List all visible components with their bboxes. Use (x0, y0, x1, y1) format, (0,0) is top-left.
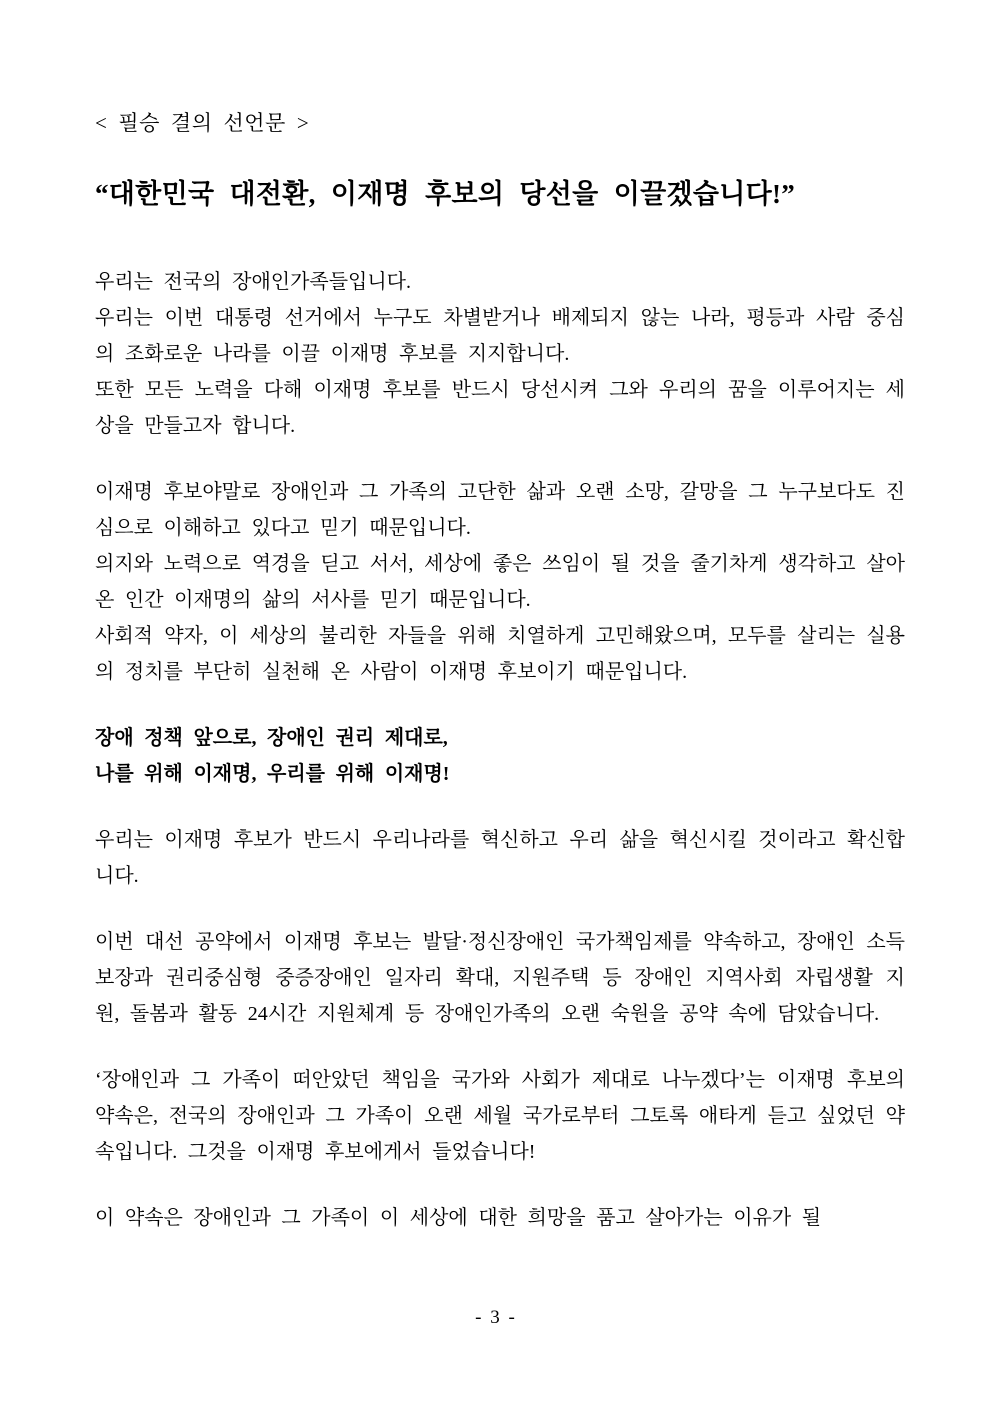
paragraph-group (95, 474, 905, 690)
paragraph: 이 약속은 장애인과 그 가족이 이 세상에 대한 희망을 품고 살아가는 이유가 될 (95, 1207, 822, 1229)
paragraph: 우리는 전국의 장애인가족들입니다. (95, 271, 411, 293)
slogan-line: 장애 정책 앞으로, 장애인 권리 제대로, (95, 727, 448, 749)
paragraph: 우리는 이번 대통령 선거에서 누구도 차별받거나 배제되지 않는 나라, 평등과 사람 중심의 조화로운 나라를 이끌 이재명 후보를 지지합니다. (95, 307, 905, 365)
paragraph: 또한 모든 노력을 다해 이재명 후보를 반드시 당선시켜 그와 우리의 꿈을 이루어지는 세상을 만들고자 합니다. (95, 379, 905, 437)
slogan-group (95, 720, 905, 792)
declaration-title: < 필승 결의 선언문 > (95, 111, 310, 135)
paragraph-group (95, 822, 905, 894)
paragraph: 우리는 이재명 후보가 반드시 우리나라를 혁신하고 우리 삶을 혁신시킬 것이라고 확신합니다. (95, 829, 905, 887)
paragraph-group (95, 924, 905, 1032)
paragraph-group (95, 264, 905, 444)
paragraph: 이번 대선 공약에서 이재명 후보는 발달·정신장애인 국가책임제를 약속하고, 장애인 소득보장과 권리중심형 중증장애인 일자리 확대, 지원주택 등 장애인 지역사회 자립생활 지원, 돌봄과 활동 24시간 지원체계 등 장애인가족의 오랜 숙원을 공약 속에 담았습니다. (95, 931, 905, 1025)
page-number: - 3 - (475, 1307, 517, 1328)
slogan-line: 나를 위해 이재명, 우리를 위해 이재명! (95, 763, 450, 785)
paragraph-group (95, 1200, 905, 1236)
paragraph: ‘장애인과 그 가족이 떠안았던 책임을 국가와 사회가 제대로 나누겠다’는 이재명 후보의 약속은, 전국의 장애인과 그 가족이 오랜 세월 국가로부터 그토록 애타게 듣고 싶었던 약속입니다. 그것을 이재명 후보에게서 들었습니다! (95, 1069, 905, 1163)
paragraph: 사회적 약자, 이 세상의 불리한 자들을 위해 치열하게 고민해왔으며, 모두를 살리는 실용의 정치를 부단히 실천해 온 사람이 이재명 후보이기 때문입니다. (95, 625, 905, 683)
declaration-headline: “대한민국 대전환, 이재명 후보의 당선을 이끌겠습니다!” (95, 179, 796, 209)
paragraph-group (95, 1062, 905, 1170)
paragraph: 이재명 후보야말로 장애인과 그 가족의 고단한 삶과 오랜 소망, 갈망을 그 누구보다도 진심으로 이해하고 있다고 믿기 때문입니다. (95, 481, 905, 539)
paragraph: 의지와 노력으로 역경을 딛고 서서, 세상에 좋은 쓰임이 될 것을 줄기차게 생각하고 살아온 인간 이재명의 삶의 서사를 믿기 때문입니다. (95, 553, 905, 611)
